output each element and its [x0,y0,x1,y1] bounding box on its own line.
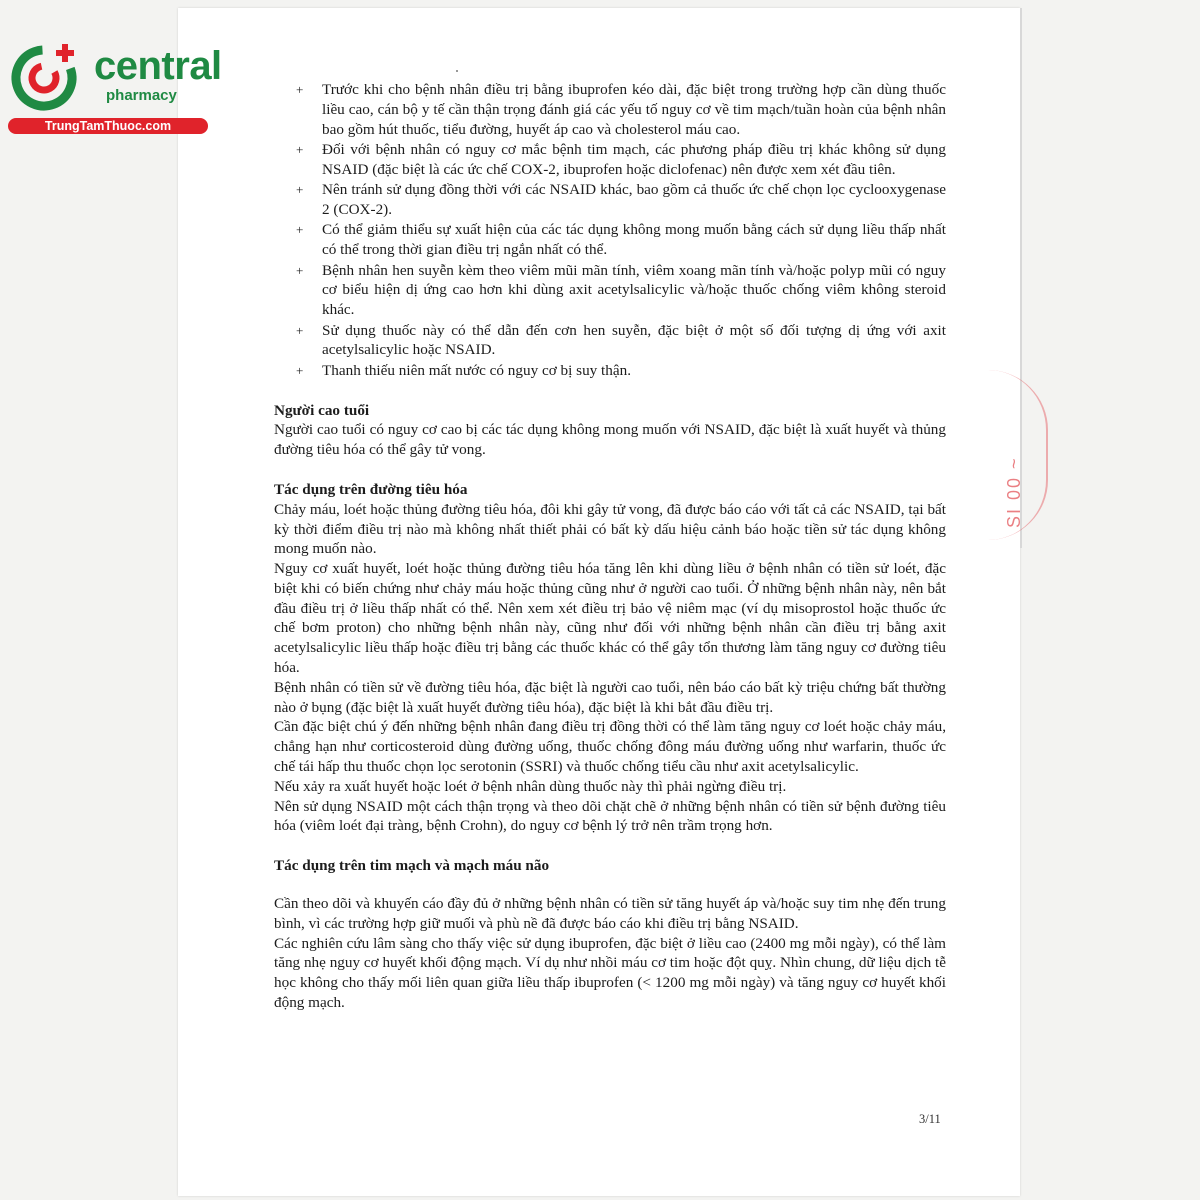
section-cardiovascular [274,856,946,1013]
paragraph: Nguy cơ xuất huyết, loét hoặc thủng đường tiêu hóa tăng lên khi dùng liều ở bệnh nhân có tiền sử loét, đặc biệt khi có biến chứng như chảy máu hoặc thủng cũng như ở người cao tuổi. Ở những bệnh nhân này, nên bắt đầu điều trị ở liều thấp nhất có thể. Nên xem xét điều trị bảo vệ niêm mạc (ví dụ misoprostol hoặc thuốc ức chế bơm proton) cho những bệnh nhân này, cũng như đối với những bệnh nhân cần điều trị bằng axit acetylsalicylic liều thấp hoặc điều trị bằng các thuốc khác có thể gây tổn thương làm tăng nguy cơ đường tiêu hóa. [274,560,946,677]
paragraph: Người cao tuổi có nguy cơ cao bị các tác dụng không mong muốn với NSAID, đặc biệt là xuất huyết và thủng đường tiêu hóa có thể gây tử vong. [274,421,946,459]
central-pharmacy-logo-icon [8,38,84,114]
bullet-marker: + [296,262,304,278]
paragraph: Cần đặc biệt chú ý đến những bệnh nhân đang điều trị đồng thời có thể làm tăng nguy cơ loét hoặc chảy máu, chẳng hạn như corticosteroid dùng đường uống, thuốc chống đông máu đường uống như warfarin, thuốc ức chế tái hấp thu thuốc chọn lọc serotonin (SSRI) và thuốc chống tiểu cầu như axit acetylsalicylic. [274,718,946,776]
paragraph: Cần theo dõi và khuyến cáo đầy đủ ở những bệnh nhân có tiền sử tăng huyết áp và/hoặc suy tim nhẹ đến trung bình, vì các trường hợp giữ muối và phù nề đã được báo cáo khi điều trị bằng NSAID. [274,895,946,932]
bullet-marker: + [296,362,304,378]
logo-subtitle: pharmacy [106,87,177,104]
central-pharmacy-logo[interactable] [8,38,222,138]
list-item: + Nên tránh sử dụng đồng thời với các NSAID khác, bao gồm cả thuốc ức chế chọn lọc cyclooxygenase 2 (COX-2). [296,181,946,218]
section-heading-gastrointestinal: Tác dụng trên đường tiêu hóa [274,480,468,498]
section-gastrointestinal [274,480,946,836]
list-item: + Trước khi cho bệnh nhân điều trị bằng ibuprofen kéo dài, đặc biệt trong trường hợp cần dùng thuốc liều cao, cán bộ y tế cần thận trọng đánh giá các yếu tố nguy cơ về tim mạch/tuần hoàn của bệnh nhân bao gồm hút thuốc, tiểu đường, huyết áp cao và cholesterol máu cao. [296,81,946,138]
page-number: 3/11 [919,1112,941,1126]
paragraph: Nếu xảy ra xuất huyết hoặc loét ở bệnh nhân dùng thuốc này thì phải ngừng điều trị. [274,777,787,795]
paragraph: Các nghiên cứu lâm sàng cho thấy việc sử dụng ibuprofen, đặc biệt ở liều cao (2400 mg mỗi ngày), có thể làm tăng nhẹ nguy cơ huyết khối động mạch. Ví dụ như nhồi máu cơ tim hoặc đột quỵ. Nhìn chung, dữ liệu dịch tễ học không cho thấy mối liên quan giữa liều thấp ibuprofen (< 1200 mg mỗi ngày) và tăng nguy cơ huyết khối động mạch. [274,934,946,1012]
paragraph: Nên sử dụng NSAID một cách thận trọng và theo dõi chặt chẽ ở những bệnh nhân có tiền sử bệnh đường tiêu hóa (viêm loét đại tràng, bệnh Crohn), do nguy cơ bệnh lý trở nên trầm trọng hơn. [274,797,946,835]
list-item: + Thanh thiếu niên mất nước có nguy cơ bị suy thận. [296,361,631,379]
scan-speck [456,70,458,72]
section-heading-cardiovascular: Tác dụng trên tim mạch và mạch máu não [274,857,550,875]
section-elderly [274,401,946,460]
bullet-marker: + [296,222,304,238]
logo-wordmark: central [94,44,222,88]
document-content [274,80,946,1013]
paragraph: Chảy máu, loét hoặc thủng đường tiêu hóa, đôi khi gây tử vong, đã được báo cáo với tất cả các NSAID, tại bất kỳ thời điểm điều trị nào mà không nhất thiết phải có bất kỳ dấu hiệu cảnh báo hoặc tiền sử tác dụng không mong muốn nào. [274,500,946,558]
list-item: + Có thể giảm thiểu sự xuất hiện của các tác dụng không mong muốn bằng cách sử dụng liều thấp nhất có thể trong thời gian điều trị ngắn nhất có thể. [296,221,946,259]
logo-url-badge[interactable]: TrungTamThuoc.com [8,118,208,134]
bullet-marker: + [296,182,304,198]
warning-bullet-list [296,80,946,381]
list-item: + Đối với bệnh nhân có nguy cơ mắc bệnh tim mạch, các phương pháp điều trị khác không sử dụng NSAID (đặc biệt là các ức chế COX-2, ibuprofen hoặc diclofenac) nên được xem xét đầu tiên. [296,140,946,178]
bullet-marker: + [296,82,304,97]
list-item: + Sử dụng thuốc này có thể dẫn đến cơn hen suyễn, đặc biệt ở một số đối tượng dị ứng với axit acetylsalicylic hoặc NSAID. [296,321,946,359]
section-heading-elderly: Người cao tuổi [274,401,370,419]
red-stamp-fragment: SI 00 ~ [1004,456,1024,528]
list-item: + Bệnh nhân hen suyễn kèm theo viêm mũi mãn tính, viêm xoang mãn tính và/hoặc polyp mũi có nguy cơ biểu hiện dị ứng cao hơn khi dùng axit acetylsalicylic và/hoặc thuốc chống viêm không steroid khác. [296,261,946,319]
bullet-marker: + [296,322,304,338]
paragraph: Bệnh nhân có tiền sử về đường tiêu hóa, đặc biệt là người cao tuổi, nên báo cáo bất kỳ triệu chứng bất thường nào ở bụng (đặc biệt là xuất huyết đường tiêu hóa), đặc biệt là khi bắt đầu điều trị. [274,678,946,716]
bullet-marker: + [296,141,304,157]
